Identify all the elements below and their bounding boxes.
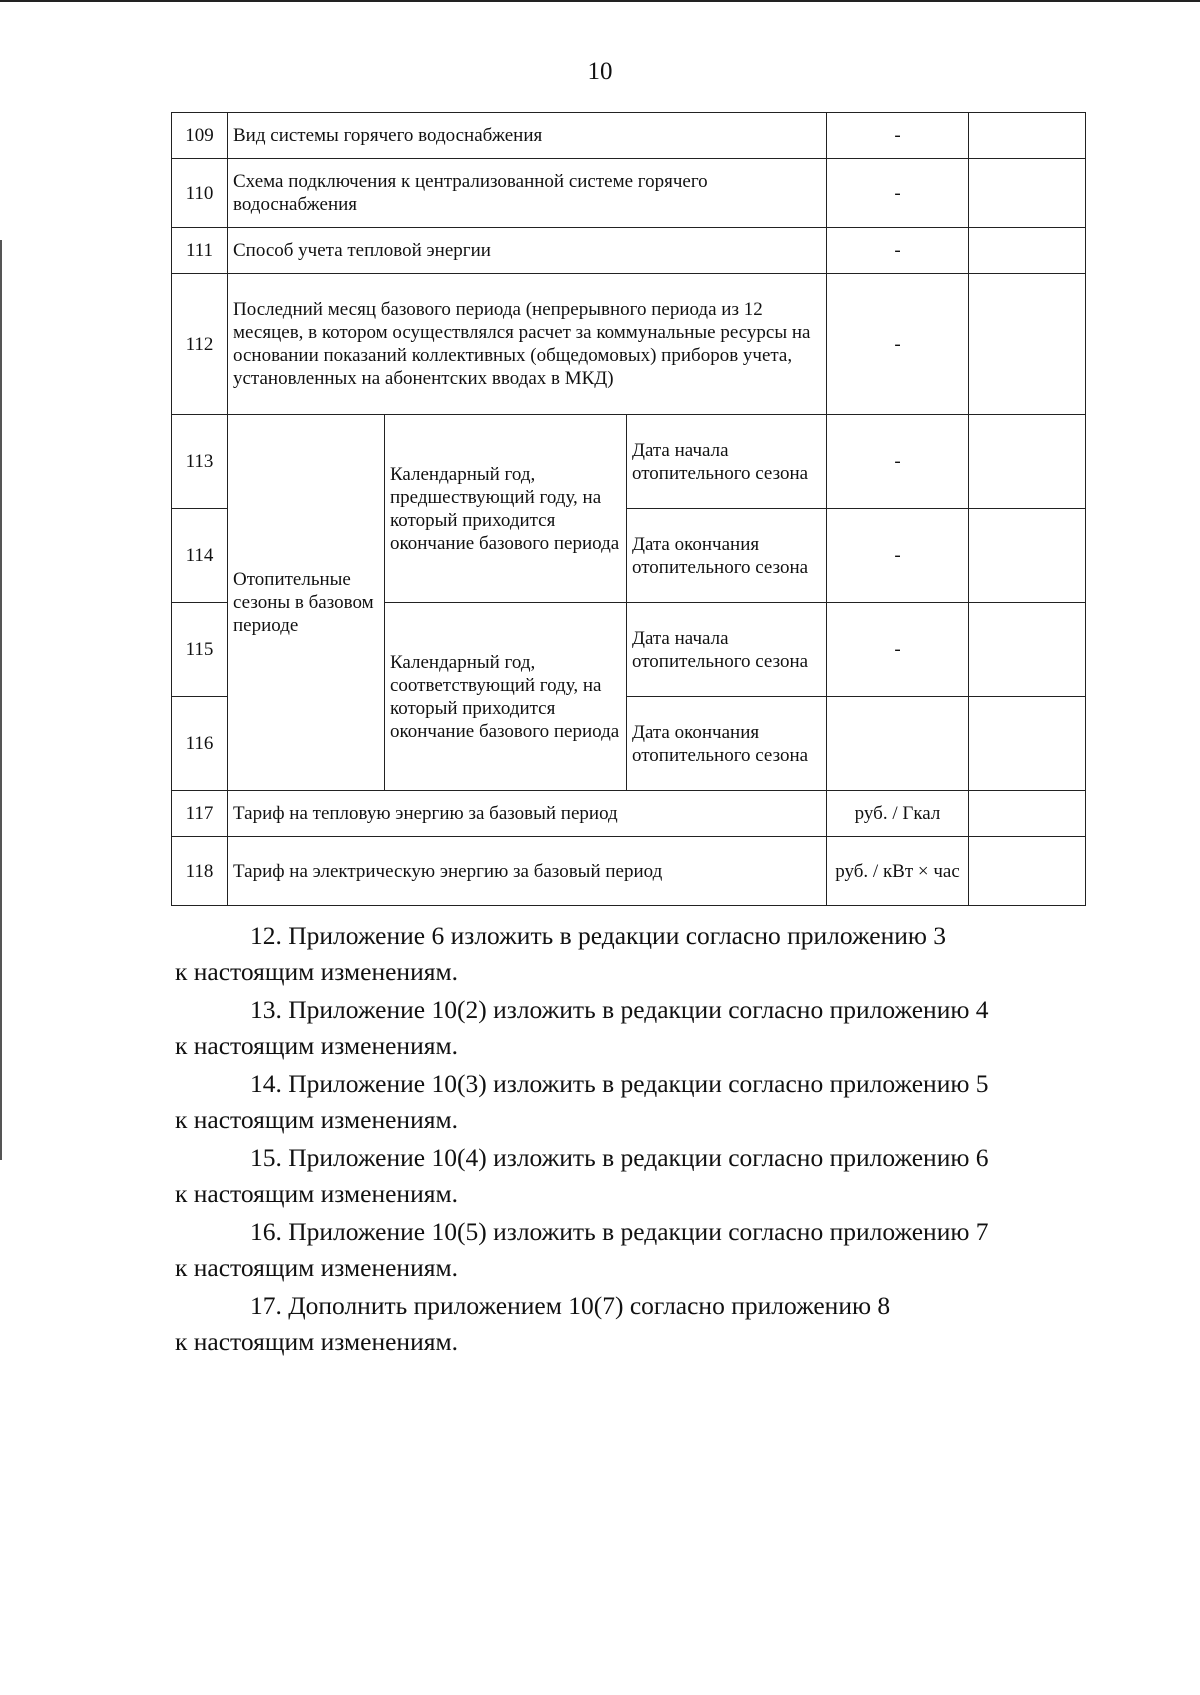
row-unit (827, 697, 969, 791)
heating-seasons-group-label: Отопительные сезоны в базовом периоде (228, 415, 385, 791)
row-number: 113 (172, 415, 228, 509)
row-value (969, 837, 1086, 906)
paragraph-continuation: к настоящим изменениям. (175, 1253, 458, 1282)
row-unit: - (827, 113, 969, 159)
row-description: Вид системы горячего водоснабжения (228, 113, 827, 159)
row-unit: - (827, 509, 969, 603)
table-row (172, 228, 1086, 274)
paragraph-first-line: 16. Приложение 10(5) изложить в редакции согласно приложению 7 (250, 1217, 989, 1246)
row-unit: - (827, 274, 969, 415)
season-date-label: Дата окончания отопительного сезона (627, 509, 827, 603)
row-number: 115 (172, 603, 228, 697)
row-number: 112 (172, 274, 228, 415)
row-number: 117 (172, 791, 228, 837)
row-value (969, 113, 1086, 159)
row-description: Последний месяц базового периода (непрерывного периода из 12 месяцев, в котором осуществлялся расчет за коммунальные ресурсы на основании показаний коллективных (общедомовых) приборов учета, установленных на абонентских вводах в МКД) (228, 274, 827, 415)
paragraph-first-line: 12. Приложение 6 изложить в редакции согласно приложению 3 (250, 921, 947, 950)
season-date-label: Дата начала отопительного сезона (627, 603, 827, 697)
row-value (969, 509, 1086, 603)
row-description: Тариф на электрическую энергию за базовый период (228, 837, 827, 906)
paragraph-continuation: к настоящим изменениям. (175, 1031, 458, 1060)
paragraph-continuation: к настоящим изменениям. (175, 1105, 458, 1134)
row-value (969, 603, 1086, 697)
scan-top-edge (0, 0, 1200, 2)
row-unit: руб. / кВт × час (827, 837, 969, 906)
paragraph-continuation: к настоящим изменениям. (175, 1179, 458, 1208)
scan-left-edge (0, 240, 2, 1160)
row-value (969, 228, 1086, 274)
paragraph-continuation: к настоящим изменениям. (175, 957, 458, 986)
page-number: 10 (587, 58, 613, 85)
row-description: Тариф на тепловую энергию за базовый период (228, 791, 827, 837)
parameters-table (171, 112, 1086, 906)
table-row (172, 159, 1086, 228)
row-value (969, 274, 1086, 415)
season-date-label: Дата начала отопительного сезона (627, 415, 827, 509)
row-value (969, 159, 1086, 228)
paragraph-first-line: 17. Дополнить приложением 10(7) согласно приложению 8 (250, 1291, 891, 1320)
paragraph-first-line: 13. Приложение 10(2) изложить в редакции согласно приложению 4 (250, 995, 989, 1024)
row-number: 116 (172, 697, 228, 791)
table-row (172, 274, 1086, 415)
row-number: 111 (172, 228, 228, 274)
row-number: 110 (172, 159, 228, 228)
row-unit: - (827, 228, 969, 274)
row-unit: - (827, 415, 969, 509)
row-value (969, 697, 1086, 791)
row-unit: руб. / Гкал (827, 791, 969, 837)
row-unit: - (827, 603, 969, 697)
paragraph-continuation: к настоящим изменениям. (175, 1327, 458, 1356)
row-value (969, 415, 1086, 509)
paragraph-first-line: 15. Приложение 10(4) изложить в редакции согласно приложению 6 (250, 1143, 989, 1172)
current-year-label: Календарный год, соответствующий году, на который приходится окончание базового периода (385, 603, 627, 791)
amendment-paragraphs (175, 918, 1085, 1360)
row-number: 109 (172, 113, 228, 159)
paragraph-first-line: 14. Приложение 10(3) изложить в редакции согласно приложению 5 (250, 1069, 989, 1098)
row-description: Схема подключения к централизованной системе горячего водоснабжения (228, 159, 827, 228)
row-number: 114 (172, 509, 228, 603)
season-date-label: Дата окончания отопительного сезона (627, 697, 827, 791)
row-value (969, 791, 1086, 837)
row-description: Способ учета тепловой энергии (228, 228, 827, 274)
table-row (172, 113, 1086, 159)
row-number: 118 (172, 837, 228, 906)
row-unit: - (827, 159, 969, 228)
table-row (172, 415, 1086, 509)
table-row (172, 791, 1086, 837)
table-row (172, 837, 1086, 906)
previous-year-label: Календарный год, предшествующий году, на который приходится окончание базового периода (385, 415, 627, 603)
